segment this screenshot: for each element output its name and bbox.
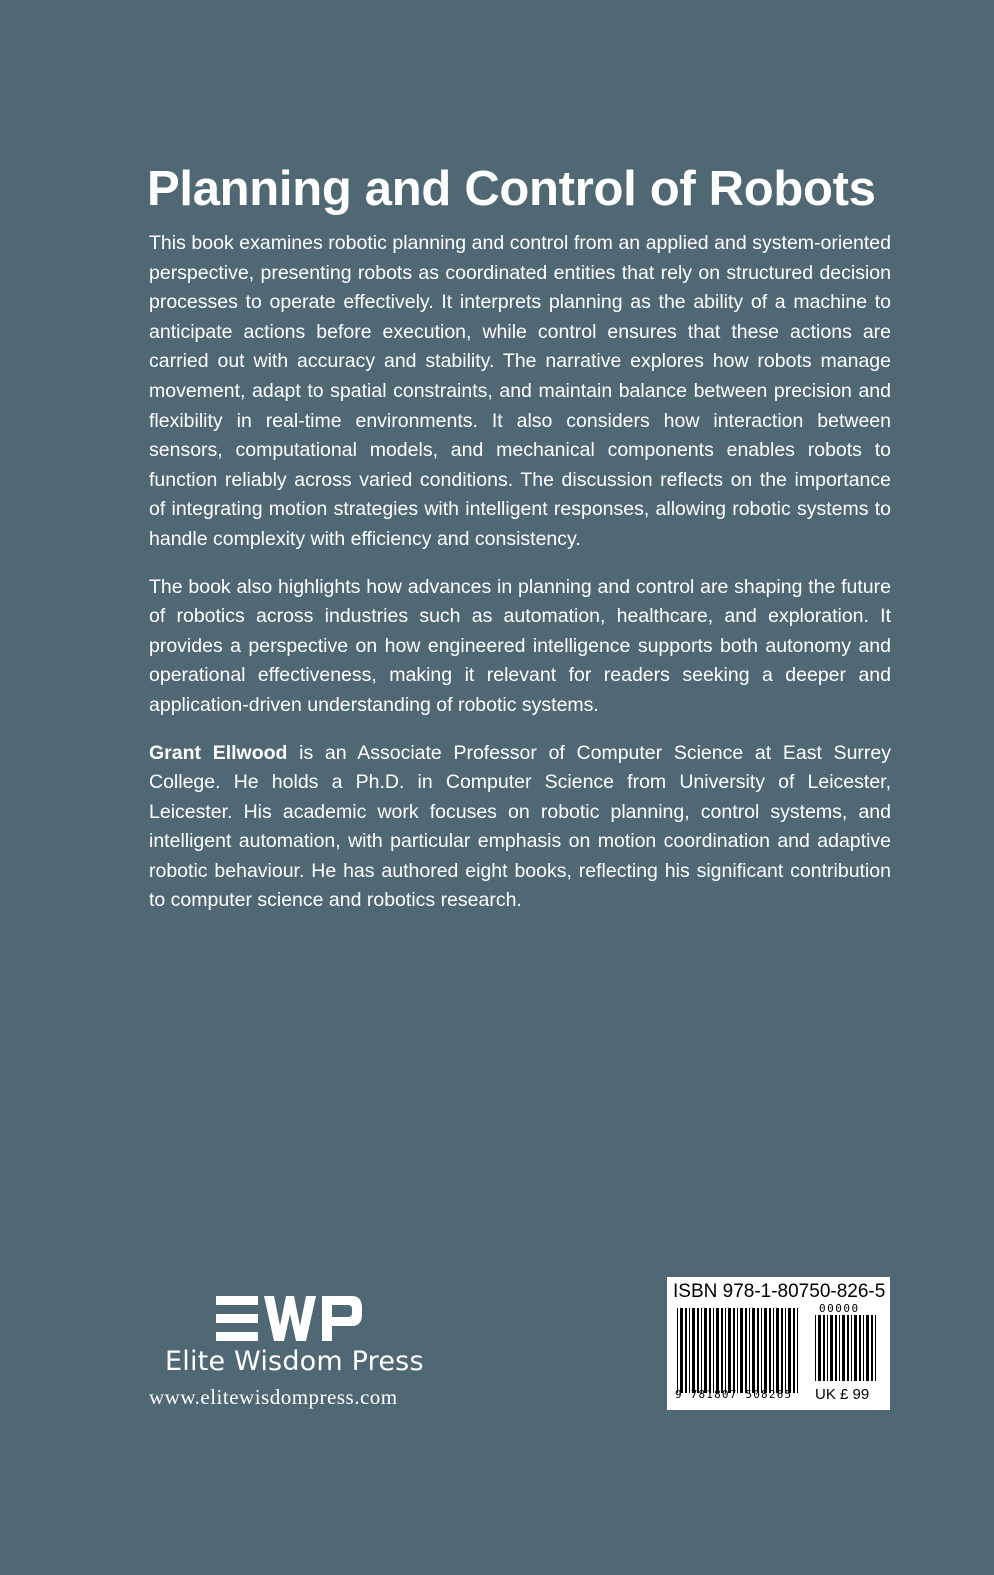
blurb-paragraph-2: The book also highlights how advances in planning and control are shaping the future of robotics across industries such as automation, healthcare, and exploration. It provides a perspective on how engineered intelligence supports both autonomy and operational effectiveness, making it relevant for readers seeking a deeper and application-driven understanding of robotic systems.	[149, 575, 891, 716]
publisher-name: Elite Wisdom Press	[165, 1346, 424, 1377]
book-title: Planning and Control of Robots	[147, 162, 876, 216]
ewp-logo-mark	[216, 1294, 364, 1344]
barcode-digits: 9 781807 508265	[675, 1388, 793, 1401]
blurb-paragraph-1: This book examines robotic planning and control from an applied and system-oriented perspective, presenting robots as coordinated entities that rely on structured decision processes to operate effectively. It interprets planning as the ability of a machine to anticipate actions before execution, while control ensures that these actions are carried out with accuracy and stability. The narrative explores how robots manage movement, adapt to spatial constraints, and maintain balance between precision and flexibility in real-time environments. It also considers how interaction between sensors, computational models, and mechanical components enables robots to function reliably across varied conditions. The discussion reflects on the importance of integrating motion strategies with intelligent responses, allowing robotic systems to handle complexity with efficiency and consistency.	[149, 232, 891, 550]
back-cover-blurb	[149, 229, 891, 934]
price-label: UK £ 99	[815, 1386, 870, 1403]
publisher-url: www.elitewisdompress.com	[149, 1385, 398, 1409]
author-bio	[149, 739, 891, 917]
author-bio-text: is an Associate Professor of Computer Science at East Surrey College. He holds a Ph.D. in Computer Science from University of Leicester, Leicester. His academic work focuses on robotic planning, control systems, and intelligent automation, with particular emphasis on motion coordination and adaptive robotic behaviour. He has authored eight books, reflecting his significant contribution to computer science and robotics research.	[149, 741, 891, 912]
author-name: Grant Ellwood	[149, 741, 288, 764]
barcode-addon-digits: 00000	[819, 1302, 860, 1315]
publisher-logo	[148, 1290, 438, 1420]
isbn-label: ISBN 978-1-80750-826-5	[673, 1281, 886, 1302]
isbn-barcode	[667, 1277, 890, 1410]
